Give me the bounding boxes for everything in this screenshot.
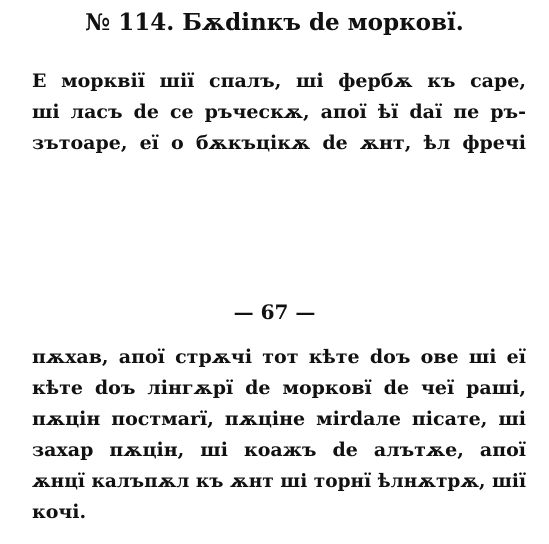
paragraph-line: пѫхав, апоï стрѫчi тот кѣте dоъ ове шi еï <box>32 346 526 368</box>
page-number: — 67 — <box>233 300 316 324</box>
paragraph-line: зътоаре, еï о бѫкъцiкѫ de ѫнт, ѣл фречi <box>32 132 526 154</box>
paragraph-line: пѫцiн постмаrї, пѫцiне мirdале пiсате, шi <box>32 408 526 430</box>
paragraph-line: шi ласъ de се ръческѫ, апоï ѣï daï пе ръ- <box>32 101 526 123</box>
paragraph-line: кѣте dоъ лiнгѫрї de морковї de чеï рашi, <box>32 377 526 399</box>
continuation-paragraph <box>32 342 526 528</box>
recipe-paragraph <box>32 66 526 159</box>
paragraph-line: кочi. <box>32 501 87 523</box>
paragraph-line: Е морквiї шiї спалъ, шi фербѫ къ саре, <box>32 70 526 92</box>
paragraph-line: захар пѫцiн, шi коажъ de алътѫе, апоï <box>32 439 526 461</box>
recipe-title: № 114. Бѫdinкъ de морковї. <box>85 9 464 36</box>
paragraph-line: ѫнцї калъпѫл къ ѫнт шi торнï ѣлнѫтрѫ, шiї <box>32 471 526 492</box>
